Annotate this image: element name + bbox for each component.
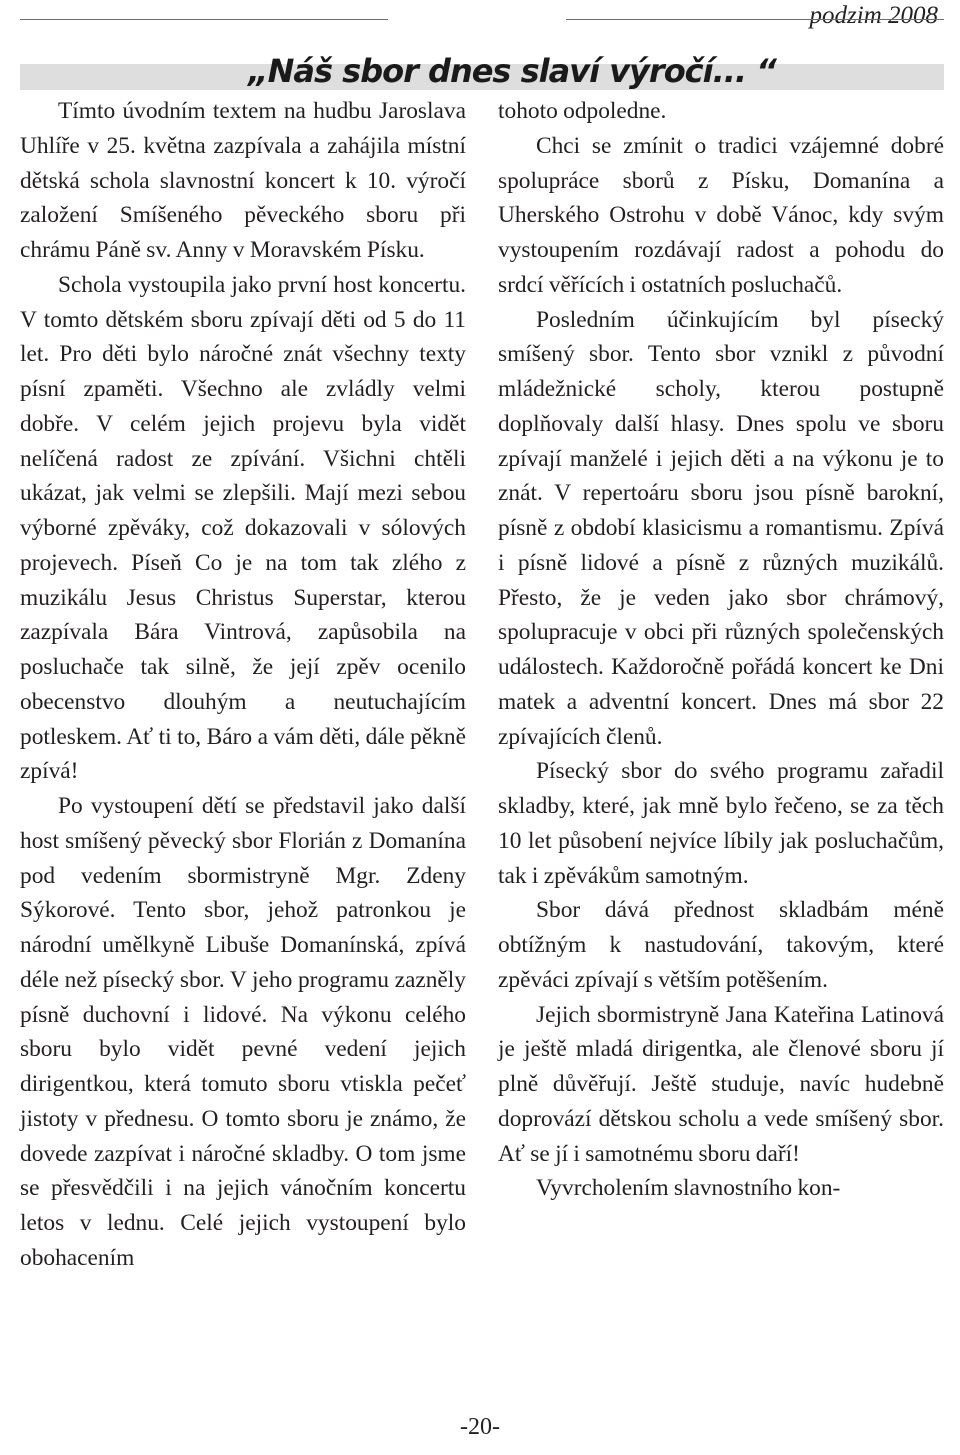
paragraph: Jejich sbormistryně Jana Kateřina Latinová je ještě mladá dirigentka, ale členové sboru jí plně důvěřují. Ještě studuje, navíc hudebně doprovází dětskou scholu a vede smíšený sbor. Ať se jí i samotnému sboru daří! xyxy=(498,1001,944,1167)
paragraph: Vyvrcholením slavnostního kon- xyxy=(536,1175,841,1202)
header-rule-left xyxy=(20,19,388,20)
page-number: -20- xyxy=(460,1414,500,1440)
issue-label: podzim 2008 xyxy=(809,2,938,29)
paragraph: Sbor dává přednost skladbám méně obtížným k nastudování, takovým, které zpěváci zpívají s větším potěšením. xyxy=(498,897,944,993)
paragraph: Chci se zmínit o tradici vzájemné dobré spolupráce sborů z Písku, Domanína a Uherského Ostrohu v době Vánoc, kdy svým vystoupením rozdávají radost a pohodu do srdcí věřících i ostatních posluchačů. xyxy=(498,132,944,298)
paragraph-continuation: tohoto odpoledne. xyxy=(498,98,667,124)
header-rule-right xyxy=(566,19,944,20)
paragraph: Po vystoupení dětí se představil jako další host smíšený pěvecký sbor Florián z Domanína pod vedením sbormistryně Mgr. Zdeny Sýkorové. Tento sbor, jehož patronkou je národní umělkyně Libuše Domanínská, zpívá déle než písecký sbor. V jeho programu zazněly písně duchovní i lidové. Na výkonu celého sboru bylo vidět pevné vedení jejich dirigentkou, která tomuto sboru vtiskla pečeť jistoty v přednesu. O tomto sboru je známo, že dovede zazpívat i náročné skladby. O tom jsme se přesvědčili i na jejich vánočním koncertu letos v lednu. Celé jejich vystoupení bylo obohacením xyxy=(20,793,466,1271)
left-column xyxy=(20,94,466,1276)
paragraph: Posledním účinkujícím byl písecký smíšený sbor. Tento sbor vznikl z původní mládežnické scholy, kterou postupně doplňovaly další hlasy. Dnes spolu ve sboru zpívají manželé i jejich děti a na výkonu je to znát. V repertoáru sboru jsou písně barokní, písně z období klasicismu a romantismu. Zpívá i písně lidové a písně z různých muzikálů. Přesto, že je veden jako sbor chrámový, spolupracuje v obci při různých společenských událostech. Každoročně pořádá koncert ke Dni matek a adventní koncert. Dnes má sbor 22 zpívajících členů. xyxy=(498,306,944,750)
paragraph: Písecký sbor do svého programu zařadil skladby, které, jak mně bylo řečeno, se za těch 10 let působení nejvíce líbily jak posluchačům, tak i zpěvákům samotným. xyxy=(498,758,944,889)
paragraph: Schola vystoupila jako první host koncertu. V tomto dětském sboru zpívají děti od 5 do 11 let. Pro děti bylo náročné znát všechny texty písní zpaměti. Všechno ale zvládly velmi dobře. V celém jejich projevu byla vidět nelíčená radost ze zpívání. Všichni chtěli ukázat, jak velmi se zlepšili. Mají mezi sebou výborné zpěváky, což dokazovali v sólových projevech. Píseň Co je na tom tak zlého z muzikálu Jesus Christus Superstar, kterou zazpívala Bára Vintrová, zapůsobila na posluchače tak silně, že její zpěv ocenilo obecenstvo dlouhým a neutuchajícím potleskem. Ať ti to, Báro a vám děti, dále pěkně zpívá! xyxy=(20,271,466,785)
paragraph: Tímto úvodním textem na hudbu Jaroslava Uhlíře v 25. května zazpívala a zahájila místní dětská schola slavnostní koncert k 10. výročí založení Smíšeného pěveckého sboru při chrámu Páně sv. Anny v Moravském Písku. xyxy=(20,98,466,263)
right-column xyxy=(498,94,944,1206)
article-title: „Náš sbor dnes slaví výročí... “ xyxy=(248,52,776,90)
